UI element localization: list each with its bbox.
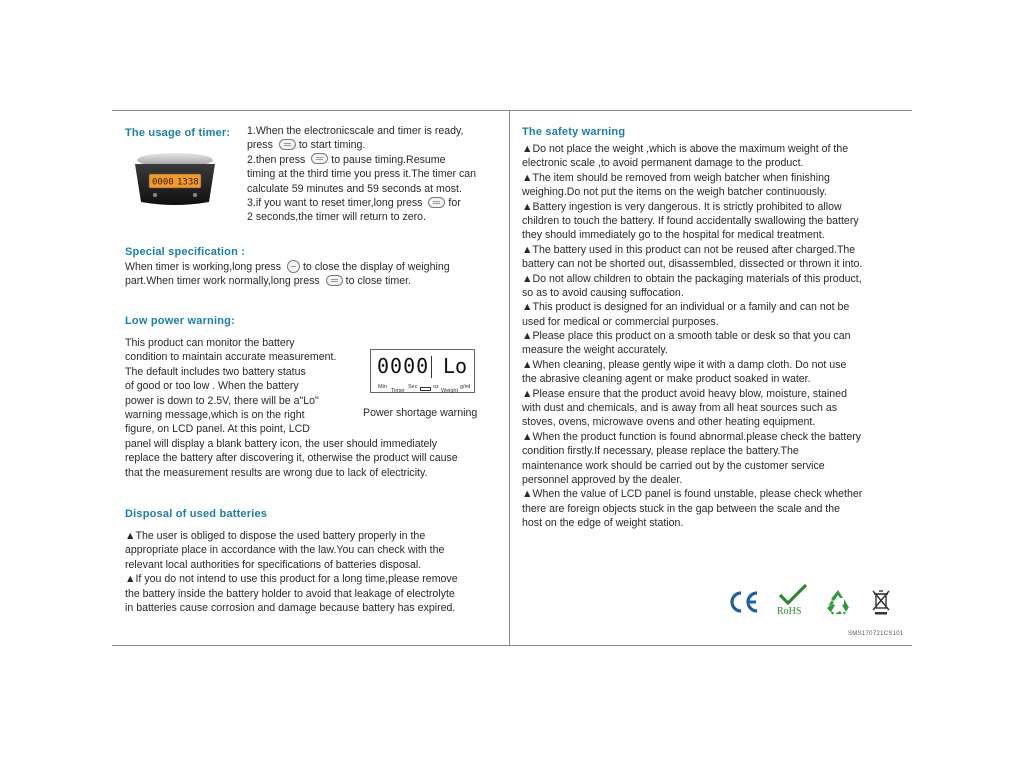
safety-line: used for medical or commercial purposes. — [522, 315, 719, 328]
safety-line: battery can not be shorted out, disassembled, dissected or thrown it into. — [522, 258, 863, 271]
safety-line: ▲When the value of LCD panel is found unstable, please check whether — [522, 488, 863, 501]
timer-line-3b: to pause timing.Resume — [331, 153, 446, 166]
timer-text — [247, 124, 476, 225]
safety-line: they should immediately go to the hospital for medical treatment. — [522, 229, 825, 242]
ce-mark-icon — [728, 590, 760, 614]
lcd-caption: Power shortage warning — [363, 407, 478, 419]
top-border — [112, 110, 912, 111]
safety-line: ▲The battery used in this product can not be reused after charged.The — [522, 243, 856, 256]
start-stop-button-icon — [279, 139, 296, 150]
disposal-line: in batteries cause corrosion and damage because battery has expired. — [125, 601, 456, 614]
safety-line: condition firstly.If necessary, please replace the battery.The — [522, 445, 799, 458]
low-power-line: power is down to 2.5V, there will be a"Lo" — [125, 394, 319, 407]
disposal-line: ▲If you do not intend to use this product for a long time,please remove — [125, 573, 458, 586]
safety-line: measure the weight accurately. — [522, 344, 668, 357]
lcd-lo-text: Lo — [443, 354, 468, 378]
timer-line-2b: to start timing. — [298, 139, 366, 152]
safety-line: there are foreign objects stuck in the gap between the scale and the — [522, 502, 841, 515]
scale-illustration — [133, 152, 217, 208]
timer-line-6b: for — [448, 196, 461, 209]
low-power-line: replace the battery after discovering it, otherwise the product will cause — [125, 452, 458, 465]
recycle-icon — [824, 588, 852, 616]
safety-line: ▲The item should be removed from weigh batcher when finishing — [522, 171, 830, 184]
low-power-line: condition to maintain accurate measurement. — [125, 351, 337, 364]
low-power-line: warning message,which is on the right — [125, 408, 305, 421]
safety-line: children to touch the battery. If found accidentally swallowing the battery — [522, 214, 859, 227]
lcd-label-min: Min — [378, 384, 387, 390]
safety-line: the abrasive cleaning agent or make product soaked in water. — [522, 373, 811, 386]
timer-line-6a: 3.if you want to reset timer,long press — [247, 196, 426, 209]
lcd-label-gml: g/ml — [460, 384, 471, 390]
low-power-line: that the measurement results are wrong due to lack of electricity. — [125, 466, 428, 479]
lcd-separator — [431, 356, 432, 378]
special-line-1a: When timer is working,long press — [125, 261, 284, 273]
safety-line: ▲Please ensure that the product avoid heavy blow, moisture, stained — [522, 387, 847, 400]
crossed-bin-icon — [870, 588, 892, 616]
document-code: SMS170721CS101 — [848, 631, 904, 637]
safety-line: with dust and chemicals, and is away from all heat sources such as — [522, 402, 838, 415]
timer-line-7: 2 seconds,the timer will return to zero. — [247, 211, 426, 224]
low-power-line: The default includes two battery status — [125, 365, 306, 378]
scale-display-right: 1338 — [177, 177, 199, 188]
disposal-heading: Disposal of used batteries — [125, 508, 268, 520]
safety-line: maintenance work should be carried out by the customer service — [522, 459, 825, 472]
special-heading: Special specification : — [125, 246, 246, 258]
timer-heading: The usage of timer: — [125, 127, 231, 139]
disposal-line: ▲The user is obliged to dispose the used battery properly in the — [125, 530, 426, 542]
lcd-digits: 0000 — [377, 354, 430, 378]
safety-line: ▲Do not allow children to obtain the packaging materials of this product, — [522, 272, 862, 285]
timer-line-4: timing at the third time you press it.The timer can — [247, 168, 477, 181]
safety-line: ▲When the product function is found abnormal.please check the battery — [522, 430, 862, 443]
low-power-line: of good or too low . When the battery — [125, 380, 299, 393]
safety-line: ▲When cleaning, please gently wipe it with a damp cloth. Do not use — [522, 358, 847, 371]
low-power-line: This product can monitor the battery — [125, 337, 295, 349]
low-power-heading: Low power warning: — [125, 315, 235, 327]
low-power-line: panel will display a blank battery icon, the user should immediately — [125, 437, 438, 450]
power-button-icon — [287, 260, 300, 273]
start-stop-button-icon — [311, 153, 328, 164]
disposal-line: appropriate place in accordance with the law.You can check with the — [125, 544, 445, 557]
disposal-line: the battery inside the battery holder to avoid that leakage of electrolyte — [125, 587, 455, 600]
safety-line: weighing.Do not put the items on the weigh batcher continuously. — [522, 186, 827, 199]
safety-heading: The safety warning — [522, 126, 626, 138]
lcd-label-oz: oz — [433, 384, 439, 390]
safety-line: ▲Do not place the weight ,which is above the maximum weight of the — [522, 143, 849, 155]
disposal-text — [125, 529, 458, 615]
safety-line: so as to avoid causing suffocation. — [522, 286, 684, 299]
timer-line-2a: press — [247, 139, 276, 152]
special-text — [125, 260, 450, 289]
timer-line-1: 1.When the electronicscale and timer is ready, — [247, 125, 464, 137]
rohs-label: RoHS — [777, 606, 802, 617]
scale-display-left: 0000 — [152, 177, 174, 188]
lcd-battery-icon — [420, 387, 431, 391]
lcd-label-timer: Timer — [391, 388, 405, 394]
special-line-1b: to close the display of weighing — [302, 261, 450, 273]
lcd-label-sec: Sec — [408, 384, 418, 390]
rohs-check-icon — [774, 583, 810, 617]
special-line-2a: part.When timer work normally,long press — [125, 275, 323, 288]
safety-line: personnel approved by the dealer. — [522, 473, 683, 486]
bottom-border — [112, 645, 912, 646]
disposal-line: relevant local authorities for specifications of batteries disposal. — [125, 558, 422, 571]
lcd-label-weight: Weight — [441, 388, 459, 394]
start-stop-button-icon — [326, 275, 343, 286]
center-divider — [509, 110, 510, 645]
timer-line-3a: 2.then press — [247, 153, 309, 166]
special-line-2b: to close timer. — [345, 275, 411, 288]
safety-line: host on the edge of weight station. — [522, 517, 684, 530]
safety-line: ▲Please place this product on a smooth table or desk so that you can — [522, 330, 851, 343]
safety-text — [522, 142, 862, 531]
timer-line-5: calculate 59 minutes and 59 seconds at most. — [247, 182, 462, 195]
safety-line: ▲Battery ingestion is very dangerous. It is strictly prohibited to allow — [522, 200, 842, 213]
safety-line: ▲This product is designed for an individual or a family and can not be — [522, 301, 850, 314]
low-power-line: figure, on LCD panel. At this point, LCD — [125, 423, 310, 436]
safety-line: electronic scale ,to avoid permanent damage to the product. — [522, 157, 804, 170]
lcd-low-battery-figure — [370, 349, 475, 393]
start-stop-button-icon — [428, 197, 445, 208]
safety-line: stoves, ovens, microwave ovens and other heating equipment. — [522, 416, 816, 429]
